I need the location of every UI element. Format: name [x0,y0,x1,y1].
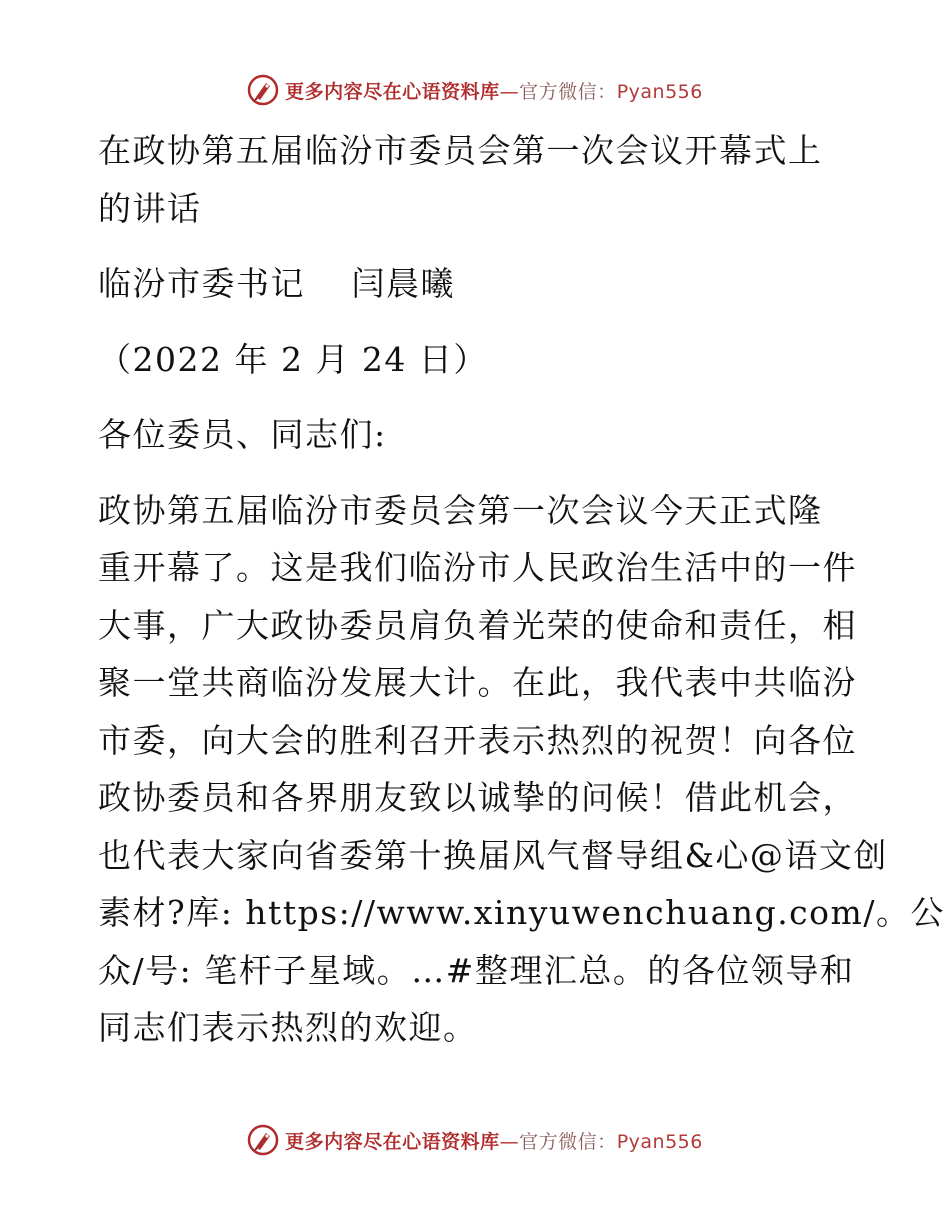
fountain-pen-logo-icon [247,1124,279,1156]
banner-site-name: 更多内容尽在心语资料库 [285,1130,500,1153]
document-body [98,122,945,1057]
footer-watermark-banner [0,1120,950,1160]
banner-text [285,1127,703,1154]
paragraph-line: 重开幕了。这是我们临汾市人民政治生活中的一件 [98,548,857,587]
title-line-1: 在政协第五届临汾市委员会第一次会议开幕式上 [98,131,823,170]
banner-separator: — [499,80,520,103]
fountain-pen-logo-icon [247,74,279,106]
banner-separator: — [499,1130,520,1153]
title-line-2: 的讲话 [98,188,202,228]
banner-site-name: 更多内容尽在心语资料库 [285,80,500,103]
salutation-line: 各位委员、同志们: [98,415,387,454]
paragraph-line: 大事，广大政协委员肩负着光荣的使命和责任，相 [98,605,857,645]
banner-text [285,77,703,104]
paragraph-line: 政协委员和各界朋友致以诚挚的问候！借此机会， [98,778,857,817]
paragraph-line: 素材?库: https://www.xinyuwenchuang.com/。公 [98,893,945,932]
paragraph-line: 同志们表示热烈的欢迎。 [98,1008,478,1047]
paragraph-line: 政协第五届临汾市委员会第一次会议今天正式隆 [98,490,823,530]
paragraph-line: 众/号: 笔杆子星域。…#整理汇总。的各位领导和 [98,950,855,990]
banner-wechat-id: Pyan556 [616,80,703,103]
banner-wechat-label: 官方微信： [519,80,617,103]
paragraph-line: 市委，向大会的胜利召开表示热烈的祝贺！向各位 [98,720,857,760]
date-line: （2022 年 2 月 24 日） [98,339,488,379]
paragraph-line: 聚一堂共商临汾发展大计。在此，我代表中共临汾 [98,663,857,702]
header-watermark-banner [0,70,950,110]
banner-wechat-id: Pyan556 [616,1130,703,1153]
paragraph-line: 也代表大家向省委第十换届风气督导组&心@语文创 [98,835,888,875]
banner-wechat-label: 官方微信： [519,1130,617,1153]
author-line: 临汾市委书记 闫晨曦 [98,264,455,303]
